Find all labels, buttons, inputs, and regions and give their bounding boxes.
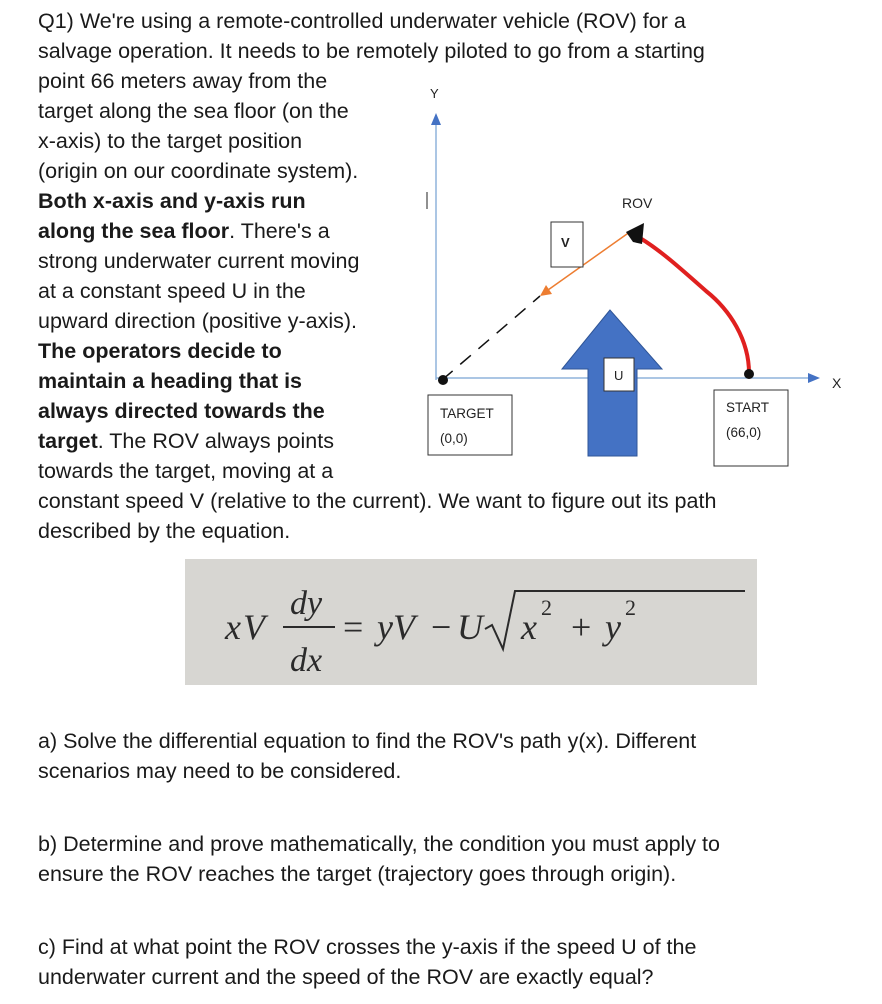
problem-line-14: always directed towards the: [38, 399, 325, 423]
eq-plus: +: [571, 607, 592, 647]
bold-phrase-sea-floor: along the sea floor: [38, 219, 230, 243]
rov-marker: [626, 223, 644, 244]
velocity-vector-arrowhead: [540, 285, 552, 296]
problem-line-16: towards the target, moving at a: [38, 459, 334, 483]
differential-equation: [185, 559, 757, 685]
rov-trajectory: [640, 238, 749, 373]
problem-line-4: target along the sea floor (on the: [38, 99, 349, 123]
problem-line-15-rest: . The ROV always points: [97, 429, 334, 453]
target-label-box: [428, 395, 512, 455]
problem-line-10: at a constant speed U in the: [38, 279, 306, 303]
target-label: TARGET: [440, 406, 494, 421]
y-axis-label: Y: [430, 86, 439, 101]
problem-line-3: point 66 meters away from the: [38, 69, 328, 93]
target-coords: (0,0): [440, 431, 468, 446]
v-label: V: [561, 235, 570, 250]
eq-rad-y: y: [605, 607, 621, 647]
eq-rad-exp-1: 2: [541, 595, 552, 620]
problem-line-1: Q1) We're using a remote-controlled underwater vehicle (ROV) for a: [38, 9, 686, 33]
question-b-line-1: b) Determine and prove mathematically, the condition you must apply to: [38, 832, 720, 856]
bold-word-target: target: [38, 429, 98, 453]
question-a-line-1: a) Solve the differential equation to find the ROV's path y(x). Different: [38, 729, 697, 753]
u-label: U: [614, 368, 624, 383]
problem-line-6: (origin on our coordinate system).: [38, 159, 359, 183]
target-point: [438, 375, 448, 385]
question-c-line-2: underwater current and the speed of the ROV are exactly equal?: [38, 965, 654, 989]
question-c-line-1: c) Find at what point the ROV crosses the y-axis if the speed U of the: [38, 935, 697, 959]
x-axis-arrowhead: [808, 373, 820, 383]
eq-equals: =: [343, 607, 364, 647]
rov-label: ROV: [622, 195, 653, 211]
problem-line-9: strong underwater current moving: [38, 249, 360, 273]
eq-dx: dx: [290, 642, 323, 679]
problem-line-2: salvage operation. It needs to be remotely piloted to go from a starting: [38, 39, 705, 63]
problem-line-17: constant speed V (relative to the current). We want to figure out its path: [38, 489, 717, 513]
eq-minus: −: [431, 607, 452, 647]
start-point: [744, 369, 754, 379]
problem-line-5: x-axis) to the target position: [38, 129, 303, 153]
problem-line-8-rest: . There's a: [229, 219, 330, 243]
line-of-sight-dashed: [442, 296, 540, 380]
x-axis-label: X: [832, 375, 842, 391]
eq-rad-exp-2: 2: [625, 595, 636, 620]
problem-line-12: The operators decide to: [38, 339, 282, 363]
eq-U: U: [457, 607, 483, 647]
problem-line-13: maintain a heading that is: [38, 369, 303, 393]
question-a-line-2: scenarios may need to be considered.: [38, 759, 402, 783]
start-label: START: [726, 400, 770, 415]
eq-yV: yV: [377, 607, 415, 647]
problem-line-11: upward direction (positive y-axis).: [38, 309, 358, 333]
problem-line-18: described by the equation.: [38, 519, 291, 543]
start-coords: (66,0): [726, 425, 762, 440]
eq-x: x: [225, 607, 241, 647]
eq-V: V: [243, 607, 265, 647]
eq-rad-x: x: [521, 607, 537, 647]
question-b-line-2: ensure the ROV reaches the target (trajectory goes through origin).: [38, 862, 677, 886]
y-axis-arrowhead: [431, 113, 441, 125]
equation-panel: [185, 559, 757, 685]
problem-line-7: Both x-axis and y-axis run: [38, 189, 306, 213]
eq-dy: dy: [290, 585, 323, 622]
